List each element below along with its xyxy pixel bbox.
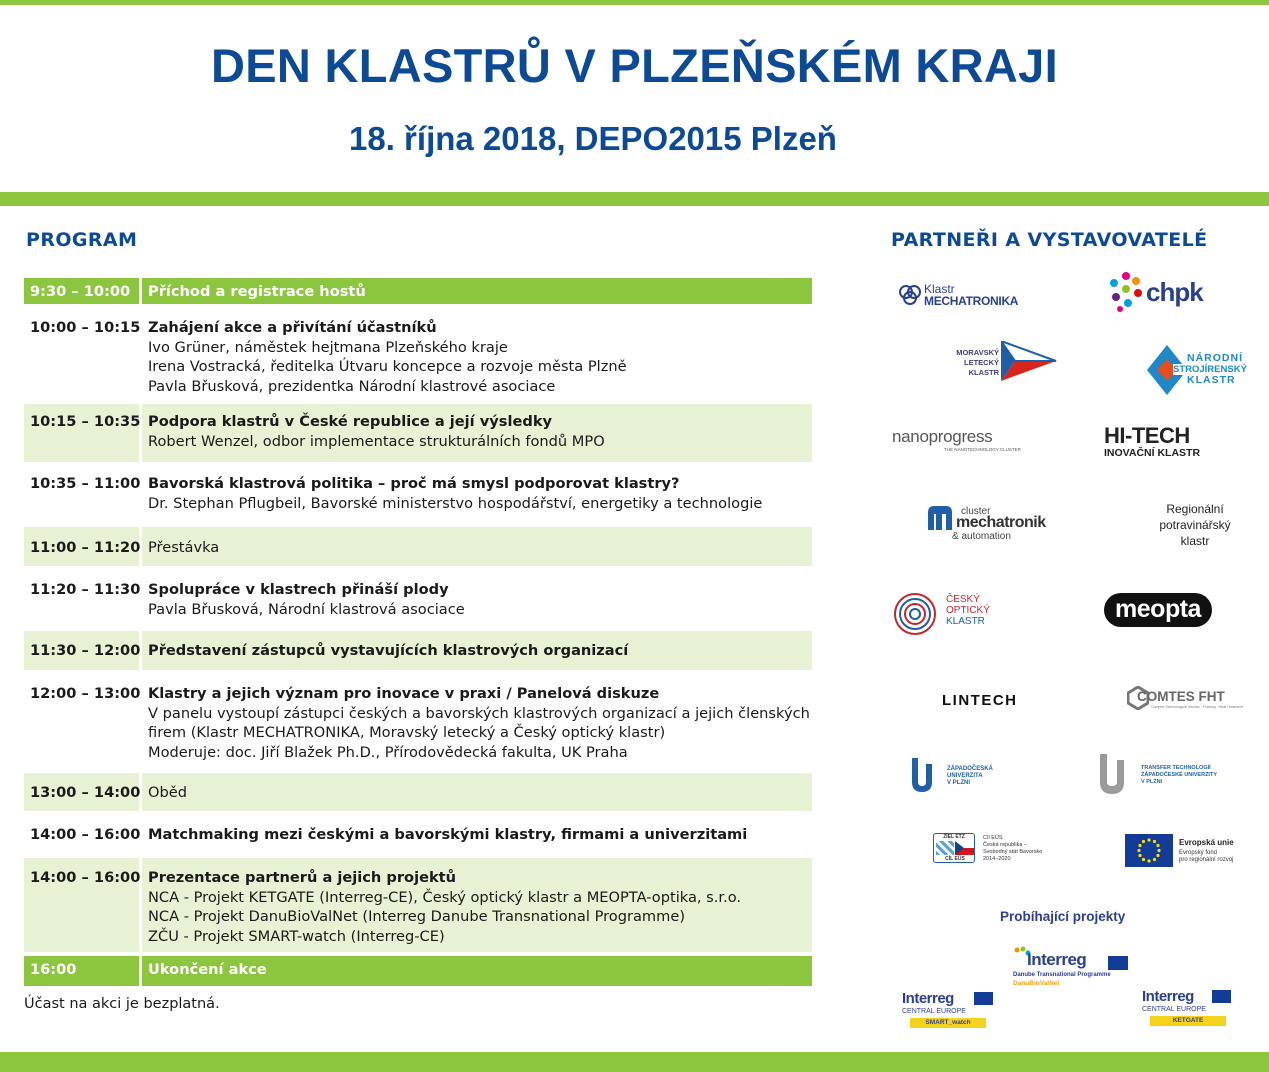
cluster-m-icon <box>926 504 954 532</box>
mechatronika-big: MECHATRONIKA <box>924 294 1019 308</box>
eu-flag-icon <box>974 992 993 1005</box>
regionalni-potravinarsky-klastr <box>1150 501 1240 551</box>
cok-line1: ČESKÝ <box>946 594 980 605</box>
nanoprogress-logo <box>892 427 1022 457</box>
program-row <box>24 858 812 956</box>
header-divider-bar <box>0 192 1269 206</box>
danube-line1: Danube Transnational Programme <box>1013 972 1111 978</box>
mechatronika-small: Klastr <box>924 282 955 296</box>
cluster-line1: cluster <box>961 506 991 517</box>
program-heading: PROGRAM <box>26 229 138 251</box>
interreg-danube-logo <box>1013 946 1133 990</box>
program-row <box>24 815 812 858</box>
narodni-strojirensky-klastr-logo <box>1147 343 1247 397</box>
row-time: 14:00 – 16:00 <box>24 815 142 854</box>
row-time: 10:00 – 10:15 <box>24 308 142 400</box>
ttz-line1: TRANSFER TECHNOLOGIÍ <box>1141 765 1211 771</box>
bavaria-flag-icon <box>936 841 954 855</box>
row-title: Spolupráce v klastrech přináší plody <box>148 581 449 598</box>
mlk-line2: LETECKÝ <box>963 358 999 367</box>
cluster-mechatronik-logo <box>926 502 1046 544</box>
chpk-dots-icon <box>1106 271 1148 313</box>
row-time: 12:00 – 13:00 <box>24 674 142 769</box>
mlk-line3: KLASTR <box>968 368 999 377</box>
free-entry-note: Účast na akci je bezplatná. <box>24 996 220 1012</box>
ongoing-projects-title: Probíhající projekty <box>1000 909 1126 924</box>
smart-line1: CENTRAL EUROPE <box>902 1008 966 1015</box>
zcu-u-icon <box>910 756 934 794</box>
lintech-logo: LINTECH <box>942 692 1018 709</box>
page-subtitle: 18. října 2018, DEPO2015 Plzeň <box>349 120 837 157</box>
zcu-line3: V PLZNI <box>947 780 971 786</box>
row-line: ZČU - Projekt SMART-watch (Interreg-CE) <box>148 927 445 945</box>
row-time: 13:00 – 14:00 <box>24 773 142 811</box>
eu-erdf-logo <box>1125 834 1255 868</box>
ketgate-name: Interreg <box>1142 988 1194 1005</box>
nanoprogress-tag: THE NANOTECHNOLOGY CLUSTER <box>944 447 1021 452</box>
program-table <box>24 278 812 986</box>
cil-line3: Svobodný stát Bavorsko <box>983 849 1043 855</box>
row-title: Klastry a jejich význam pro inovace v praxi / Panelová diskuze <box>148 685 660 702</box>
row-title: Matchmaking mezi českými a bavorskými klastry, firmami a univerzitami <box>148 826 748 843</box>
row-line: Pavla Břusková, Národní klastrová asociace <box>148 600 465 618</box>
rpk-line3: klastr <box>1180 534 1210 548</box>
eu-flag-icon <box>1212 990 1231 1003</box>
comtes-fht-logo <box>1127 686 1252 716</box>
program-row <box>24 674 812 773</box>
program-row <box>24 404 812 466</box>
row-time: 10:15 – 10:35 <box>24 404 142 462</box>
row-line: Oběd <box>148 784 187 801</box>
cluster-line3: & automation <box>952 531 1011 542</box>
czech-flag-icon <box>955 841 974 855</box>
cil-eus-logo <box>933 833 1053 867</box>
row-title: Představení zástupců vystavujících klastrových organizací <box>148 642 629 659</box>
cok-line3: KLASTR <box>946 616 985 627</box>
danube-line2: DanuBioValNet <box>1013 980 1060 987</box>
program-row <box>24 570 812 631</box>
ttz-logo <box>1098 752 1228 796</box>
zcu-line1: ZÁPADOČESKÁ <box>947 766 993 772</box>
ketgate-line2: KETGATE <box>1150 1016 1226 1026</box>
bottom-green-bar <box>0 1052 1269 1072</box>
optics-rings-icon <box>893 592 937 636</box>
nsk-line2: STROJÍRENSKÝ <box>1173 364 1247 375</box>
comtes-name: COMTES FHT <box>1137 689 1225 704</box>
rings-icon <box>898 283 922 307</box>
zcu-line2: UNIVERZITA <box>947 773 983 779</box>
program-row <box>24 773 812 815</box>
cesky-opticky-klastr-logo <box>893 592 1003 636</box>
program-row <box>24 631 812 674</box>
meopta-text: meopta <box>1115 595 1201 623</box>
chpk-logo <box>1106 271 1206 313</box>
program-row <box>24 466 812 527</box>
danube-name: Interreg <box>1027 950 1087 969</box>
row-line: Ivo Grüner, náměstek hejtmana Plzeňského kraje <box>148 338 508 356</box>
row-line: Robert Wenzel, odbor implementace strukturálních fondů MPO <box>148 432 605 450</box>
row-line: Dr. Stephan Pflugbeil, Bavorské ministerstvo hospodářství, energetiky a technologie <box>148 494 763 512</box>
row-title: Podpora klastrů v České republice a její výsledky <box>148 413 553 430</box>
cil-line1: Cíl EÚS <box>983 835 1003 841</box>
cluster-line2: mechatronik <box>956 514 1046 531</box>
row-line: NCA - Projekt DanuBioValNet (Interreg Danube Transnational Programme) <box>148 908 686 925</box>
eu-flag-icon <box>1108 956 1128 970</box>
cil-badge-bottom: CÍL EÚS <box>945 856 965 862</box>
row-line: NCA - Projekt KETGATE (Interreg-CE), Český optický klastr a MEOPTA-optika, s.r.o. <box>148 888 742 906</box>
eu-line1: Evropská unie <box>1179 838 1234 847</box>
rpk-line2: potravinářský <box>1159 518 1231 532</box>
chpk-text: chpk <box>1146 277 1203 307</box>
smart-line2: SMART_watch <box>910 1018 986 1028</box>
row-line: Přestávka <box>148 539 220 556</box>
nsk-line3: KLASTR <box>1187 374 1236 386</box>
row-line: Irena Vostracká, ředitelka Útvaru koncepce a rozvoje města Plzně <box>148 358 627 375</box>
eu-line2: Evropský fond <box>1179 850 1218 856</box>
row-time: 9:30 – 10:00 <box>24 278 142 304</box>
cil-badge-top: ZIEL ETZ <box>943 834 965 840</box>
eu-flag-icon <box>1125 834 1173 867</box>
row-time: 10:35 – 11:00 <box>24 466 142 523</box>
klastr-mechatronika-logo <box>898 281 1028 311</box>
cil-line4: 2014–2020 <box>983 856 1011 862</box>
row-line: Pavla Břusková, prezidentka Národní klastrové asociace <box>148 377 556 395</box>
nsk-line1: NÁRODNÍ <box>1187 352 1243 364</box>
program-row <box>24 956 812 986</box>
ttz-u-icon <box>1098 752 1126 796</box>
row-line: Moderuje: doc. Jiří Blažek Ph.D., Přírodovědecká fakulta, UK Praha <box>148 743 628 761</box>
program-row <box>24 308 812 404</box>
cil-eus-badge <box>933 833 975 863</box>
cil-line2: Česká republika – <box>983 842 1028 848</box>
row-time: 11:20 – 11:30 <box>24 570 142 627</box>
program-row <box>24 527 812 570</box>
comtes-tag: Complex Technological Service · Forming · Heat Treatment <box>1151 705 1243 709</box>
ttz-line2: ZÁPADOČESKÉ UNIVERZITY <box>1141 772 1217 778</box>
row-time: 16:00 <box>24 956 142 986</box>
zcu-logo <box>910 756 993 794</box>
smart-name: Interreg <box>902 990 954 1007</box>
partners-heading: PARTNEŘI A VYSTAVOVATELÉ <box>891 229 1208 251</box>
row-title: Prezentace partnerů a jejich projektů <box>148 869 457 886</box>
page-title: DEN KLASTRŮ V PLZEŇSKÉM KRAJI <box>211 39 1058 92</box>
row-title: Příchod a registrace hostů <box>148 283 366 300</box>
program-row <box>24 278 812 308</box>
row-title: Ukončení akce <box>148 961 267 978</box>
top-green-bar <box>0 0 1269 5</box>
ketgate-line1: CENTRAL EUROPE <box>1142 1006 1206 1013</box>
mlk-line1: MORAVSKÝ <box>956 348 999 357</box>
hi-tech-logo <box>1104 424 1219 460</box>
hitech-name: HI-TECH <box>1104 423 1190 448</box>
row-time: 14:00 – 16:00 <box>24 858 142 952</box>
row-time: 11:30 – 12:00 <box>24 631 142 670</box>
eu-line3: pro regionální rozvoj <box>1179 857 1234 863</box>
row-time: 11:00 – 11:20 <box>24 527 142 566</box>
meopta-logo <box>1104 593 1212 627</box>
plane-arrow-icon <box>1001 341 1057 381</box>
interreg-ketgate-logo <box>1142 988 1242 1030</box>
row-title: Zahájení akce a přivítání účastníků <box>148 319 437 336</box>
rpk-line1: Regionální <box>1166 502 1224 516</box>
row-line: V panelu vystoupí zástupci českých a bavorských klastrových organizací a jejich členských <box>148 704 810 722</box>
hitech-sub: INOVAČNÍ KLASTR <box>1104 447 1201 459</box>
interreg-smartwatch-logo <box>902 990 1002 1032</box>
row-title: Bavorská klastrová politika – proč má smysl podporovat klastry? <box>148 475 680 492</box>
ttz-line3: V PLZNI <box>1141 779 1163 785</box>
cok-line2: OPTICKÝ <box>946 605 990 616</box>
nanoprogress-name: nanoprogress <box>892 427 993 446</box>
row-line: firem (Klastr MECHATRONIKA, Moravský letecký a Český optický klastr) <box>148 724 666 741</box>
moravsky-letecky-klastr-logo <box>935 341 1057 381</box>
